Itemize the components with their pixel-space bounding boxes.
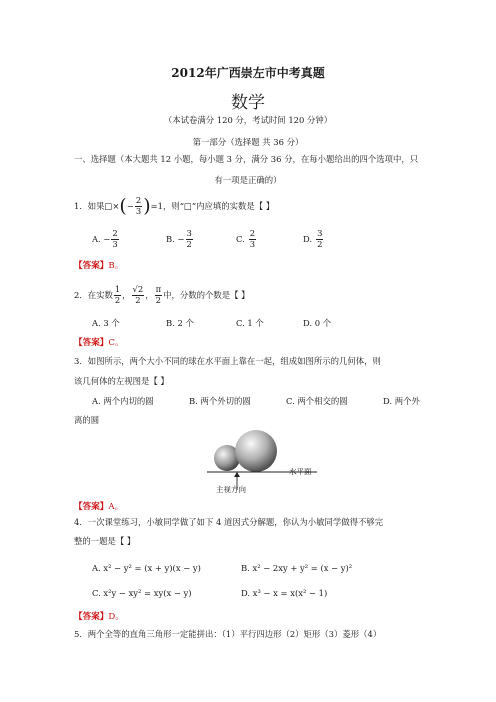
q2-option-a: A. 3 个 [92,318,120,328]
fraction-denominator: 2 [317,238,323,249]
fraction-numerator: 2 [249,228,256,238]
q4-answer [74,610,124,622]
fraction-denominator: 3 [249,238,256,249]
q4-line-1: 4．一次课堂练习，小敏同学做了如下 4 道因式分解题，你认为小敏同学做得不够完 [74,517,384,527]
fraction-numerator: 3 [186,228,192,238]
option-label: D. [303,234,313,244]
fraction-denominator: 2 [135,294,141,305]
q2-fraction-2 [132,285,145,305]
figure-label-plane: 水平面 [289,467,312,476]
answer-value: C。 [108,338,124,348]
option-label: C. [236,234,245,244]
q2-fraction-3 [155,285,163,305]
q3-option-a: A. 两个内切的圆 [92,396,154,406]
q5-line-1: 5．两个全等的直角三角形一定能拼出：（1）平行四边形（2）矩形（3）菱形（4） [74,629,382,639]
q4-line-2: 整的一题是【 】 [74,536,136,546]
q3-option-d-continued: 离的圆 [74,415,100,425]
q2-answer [74,336,124,348]
fraction-numerator: 2 [135,195,142,205]
q3-option-b: B. 两个外切的圆 [189,396,251,406]
q1-minus: − [126,200,134,211]
answer-label: 【答案】 [74,612,109,622]
fraction-numerator: 2 [112,228,118,238]
right-paren: ) [143,194,151,217]
answer-value: A。 [108,502,124,512]
fraction-numerator: 1 [114,284,121,294]
answer-label: 【答案】 [74,338,109,348]
q3-option-c: C. 两个相交的圆 [286,396,348,406]
q1-prefix: 1．如果□× [74,200,120,211]
fraction-numerator: π [155,284,162,294]
instructions-line-1: 一、选择题（本大题共 12 小题，每小题 3 分，满分 36 分，在每小题给出的四个选项中，只 [74,154,419,164]
arrow-head-icon [234,472,240,477]
option-label: A. − [92,234,111,244]
q3-answer [74,500,123,512]
q1-option-c [236,229,257,249]
comma: ， [122,289,131,300]
large-sphere [235,430,277,472]
q2-fraction-1 [114,285,121,305]
fraction-denominator: 3 [135,205,142,216]
q1-suffix: =1，则“□”内应填的实数是【 】 [150,200,275,211]
q2-option-c: C. 1 个 [236,318,264,328]
q3-line-1: 3．如图所示，两个大小不同的球在水平面上靠在一起，组成如图所示的几何体，则 [74,356,381,366]
answer-value: B。 [108,261,124,271]
answer-label: 【答案】 [74,261,109,271]
q4-option-d: D. x³ − x = x(x² − 1) [241,588,328,598]
answer-value: D。 [108,612,124,622]
q4-option-c: C. x²y − xy² = xy(x − y) [92,588,192,598]
q1-answer [74,259,123,271]
fraction-denominator: 2 [114,294,121,305]
subject-title: 数学 [231,93,265,113]
q1-option-d [303,229,324,249]
page-title: 2012年广西崇左市中考真题 [171,66,325,80]
q1-fraction [135,196,142,216]
option-fraction [249,229,256,249]
question-2 [74,285,250,305]
q2-option-d: D. 0 个 [303,318,332,328]
exam-note: （本试卷满分 120 分，考试时间 120 分钟） [163,115,333,125]
q1-option-a [92,229,120,249]
left-paren: ( [119,194,127,217]
q4-option-a: A. x² − y² = (x + y)(x − y) [92,563,201,573]
q1-option-b [166,229,194,249]
q3-option-d: D. 两个外 [383,396,420,406]
fraction-denominator: 2 [186,238,192,249]
option-fraction [186,229,193,249]
q3-line-2: 该几何体的左视图是【 】 [74,376,169,386]
fraction-denominator: 2 [155,294,162,305]
fraction-numerator: √2 [132,284,144,294]
q2-option-b: B. 2 个 [166,318,194,328]
answer-label: 【答案】 [74,502,109,512]
option-label: B. − [166,234,185,244]
q2-prefix: 2．在实数 [74,289,113,300]
option-fraction [111,229,118,249]
instructions-line-2: 有一项是正确的） [214,175,282,185]
q4-option-b: B. x² − 2xy + y² = (x − y)² [241,563,353,573]
q2-suffix: 中，分数的个数是【 】 [163,289,250,300]
question-1 [74,196,274,216]
figure-label-view: 主视方向 [216,485,246,494]
fraction-numerator: 3 [317,228,323,238]
comma: ， [145,289,154,300]
option-fraction [316,229,323,249]
part-heading: 第一部分（选择题 共 36 分） [192,137,304,147]
fraction-denominator: 3 [112,238,118,249]
